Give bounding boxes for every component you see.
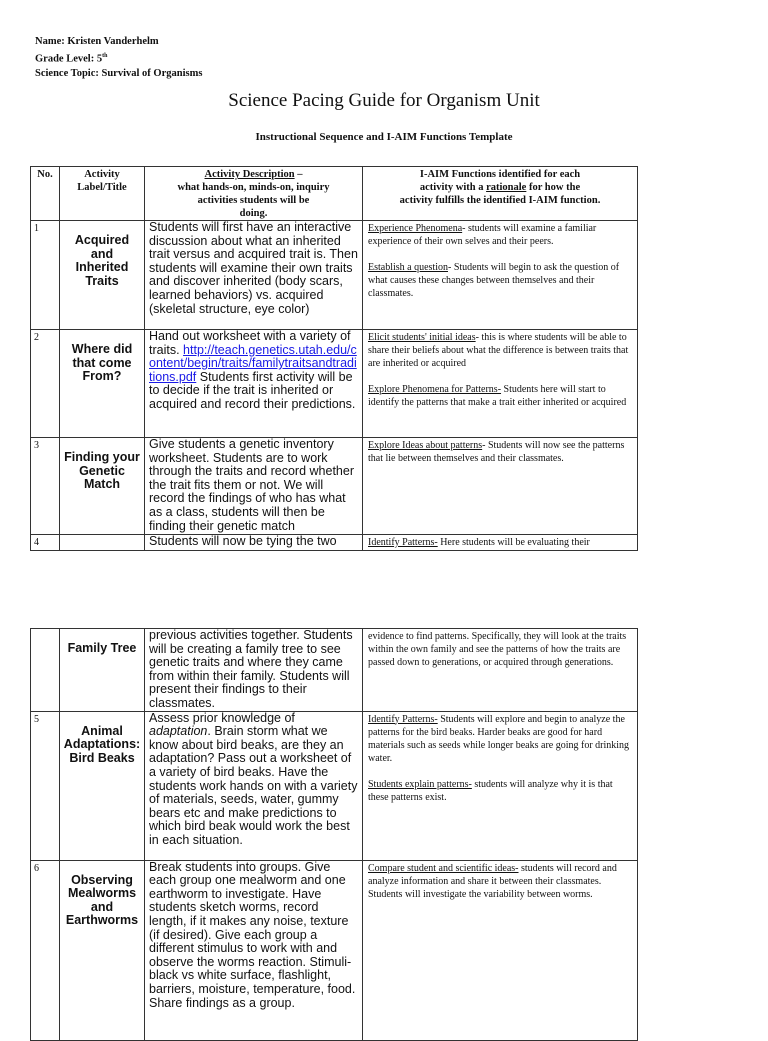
header-description-underlined: Activity Description	[204, 169, 295, 180]
iaim-functions	[363, 535, 638, 551]
function-title: Identify Patterns-	[368, 713, 438, 725]
header-description-line3: activities students will be	[197, 195, 310, 206]
function-title: Students explain patterns-	[368, 778, 472, 790]
function-entry	[368, 778, 632, 804]
description-emphasis: adaptation	[149, 724, 208, 739]
iaim-functions: evidence to find patterns. Specifically, they will look at the traits within the own family and see the patterns of how the traits are passed down to generations, or acquired through generations.	[363, 629, 638, 712]
science-topic: Science Topic: Survival of Organisms	[35, 67, 203, 79]
row-number: 2	[31, 330, 60, 438]
pacing-table-page1	[30, 166, 638, 551]
grade-level-sup: th	[102, 53, 108, 59]
iaim-functions	[363, 221, 638, 330]
iaim-functions	[363, 860, 638, 1040]
function-text: Students here will start to identify the patterns that make a trait either inherited or acquired	[368, 384, 627, 408]
activity-label: Acquired and Inherited Traits	[60, 221, 145, 330]
header-label	[60, 167, 145, 221]
function-text: - Students will begin to ask the question of what causes these changes between themselves and their classmates.	[368, 262, 620, 299]
pacing-table-page2	[30, 628, 638, 1041]
table-row	[31, 221, 638, 330]
table-row	[31, 535, 638, 551]
function-text: - students will examine a familiar experience of their own selves and their peers.	[368, 223, 597, 247]
row-number-empty	[31, 629, 60, 712]
header-no	[31, 167, 60, 221]
function-title: Explore Phenomena for Patterns-	[368, 384, 502, 395]
page-subtitle: Instructional Sequence and I-AIM Functions Template	[255, 131, 513, 143]
function-text: - Students will now see the patterns that lie between themselves and their classmates.	[368, 440, 625, 464]
function-text: Here students will be evaluating their	[437, 537, 590, 548]
function-entry	[368, 713, 632, 765]
header-functions	[363, 167, 638, 221]
header-functions-line1: I-AIM Functions identified for each	[419, 169, 581, 180]
activity-description: previous activities together. Students will be creating a family tree to see genetic traits and where they came from within their family. Students will present their findings to their classmates.	[145, 629, 363, 712]
header-functions-line2a: activity with a	[419, 182, 487, 193]
table-row	[31, 711, 638, 860]
function-text: students will record and analyze information and share it between their classmates. Students will investigate the variability between worms.	[368, 862, 617, 900]
description-text: Students first activity will be to decide if the trait is inherited or acquired and record their predictions.	[149, 369, 356, 411]
iaim-functions	[363, 711, 638, 860]
row-number: 6	[31, 860, 60, 1040]
function-text: - this is where students will be able to share their beliefs about what the difference is between traits that are inherited or acquired	[368, 332, 629, 369]
table-row	[31, 438, 638, 535]
header-functions-line2b: for how the	[526, 182, 581, 193]
table-row	[31, 629, 638, 712]
activity-description: Students will now be tying the two	[145, 535, 363, 551]
description-text: . Brain storm what we know about bird beaks, are they an adaptation? Pass out a worksheet of a variety of bird beaks. Have the students work hands on with a variety of materials, seeds, water, gummy bears etc and make predictions to which bird beak would work the best in each situation.	[149, 724, 358, 847]
function-entry	[368, 261, 632, 300]
function-title: Experience Phenomena	[368, 223, 463, 234]
activity-label: Animal Adaptations: Bird Beaks	[60, 711, 145, 860]
row-number: 1	[31, 221, 60, 330]
grade-level-text: Grade Level: 5	[35, 53, 103, 65]
row-number: 4	[31, 535, 60, 551]
function-entry	[368, 222, 632, 248]
activity-label-empty	[60, 535, 145, 551]
function-title: Elicit students' initial ideas	[368, 332, 476, 343]
table-row	[31, 860, 638, 1040]
function-text: Students will explore and begin to analyze the patterns for the bird beaks. Harder beaks are good for hard materials such as seeds while longer beaks are going for drinking water.	[368, 713, 630, 764]
function-entry	[368, 331, 632, 370]
function-entry	[368, 383, 632, 409]
activity-description: Break students into groups. Give each group one mealworm and one earthworm to investigate. Have students sketch worms, record length, if it makes any noise, texture (if desired). Give each group a different stimulus to work with and observe the worms reaction. Stimuli- black vs white surface, flashlight, barriers, moisture, temperature, food. Share findings as a group.	[145, 860, 363, 1040]
activity-label: Finding your Genetic Match	[60, 438, 145, 535]
activity-label: Where did that come From?	[60, 330, 145, 438]
header-description-line4: doing.	[239, 208, 268, 219]
activity-description	[145, 711, 363, 860]
header-functions-line2	[366, 181, 634, 194]
grade-level	[35, 49, 202, 67]
header-label-line1: Activity	[84, 169, 120, 180]
worksheet-link[interactable]: http://teach.genetics.utah.edu/content/begin/traits/familytraitsandtraditions.pdf	[149, 342, 357, 384]
header-description	[145, 167, 363, 221]
author-name: Name: Kristen Vanderhelm	[35, 36, 159, 47]
table-row	[31, 330, 638, 438]
activity-description	[145, 330, 363, 438]
header-label-line2: Label/Title	[77, 182, 127, 193]
activity-description: Students will first have an interactive discussion about what an inherited trait versus and acquired trait is. Then students will examine their own traits and discover inherited (body scars, learned behaviors) vs. acquired (skeletal structure, eye color)	[145, 221, 363, 330]
description-text: Hand out worksheet with a variety of traits.	[149, 329, 351, 357]
function-entry	[368, 439, 632, 465]
row-number: 3	[31, 438, 60, 535]
function-entry	[368, 862, 632, 901]
document-header	[35, 35, 202, 81]
header-description-line1	[148, 168, 359, 181]
iaim-functions	[363, 438, 638, 535]
page-title: Science Pacing Guide for Organism Unit	[228, 90, 540, 111]
table-header-row	[31, 167, 638, 221]
function-text: students will analyze why it is that these patterns exist.	[368, 778, 613, 803]
function-title: Explore Ideas about patterns	[368, 440, 483, 451]
header-description-dash: –	[294, 169, 303, 180]
header-description-line2: what hands-on, minds-on, inquiry	[177, 182, 330, 193]
iaim-functions	[363, 330, 638, 438]
function-title: Establish a question	[368, 262, 448, 273]
header-functions-rationale: rationale	[486, 182, 527, 193]
description-text: Assess prior knowledge of	[149, 711, 295, 725]
function-title: Identify Patterns-	[368, 537, 438, 548]
activity-description: Give students a genetic inventory worksheet. Students are to work through the traits and record whether the trait fits them or not. We will record the findings of who has what as a class, students will then be finding their genetic match	[145, 438, 363, 535]
header-functions-line3: activity fulfills the identified I-AIM function.	[399, 195, 601, 206]
activity-label: Family Tree	[60, 629, 145, 712]
activity-label: Observing Mealworms and Earthworms	[60, 860, 145, 1040]
header-no-text: No.	[37, 169, 53, 180]
row-number: 5	[31, 711, 60, 860]
function-title: Compare student and scientific ideas-	[368, 862, 519, 874]
